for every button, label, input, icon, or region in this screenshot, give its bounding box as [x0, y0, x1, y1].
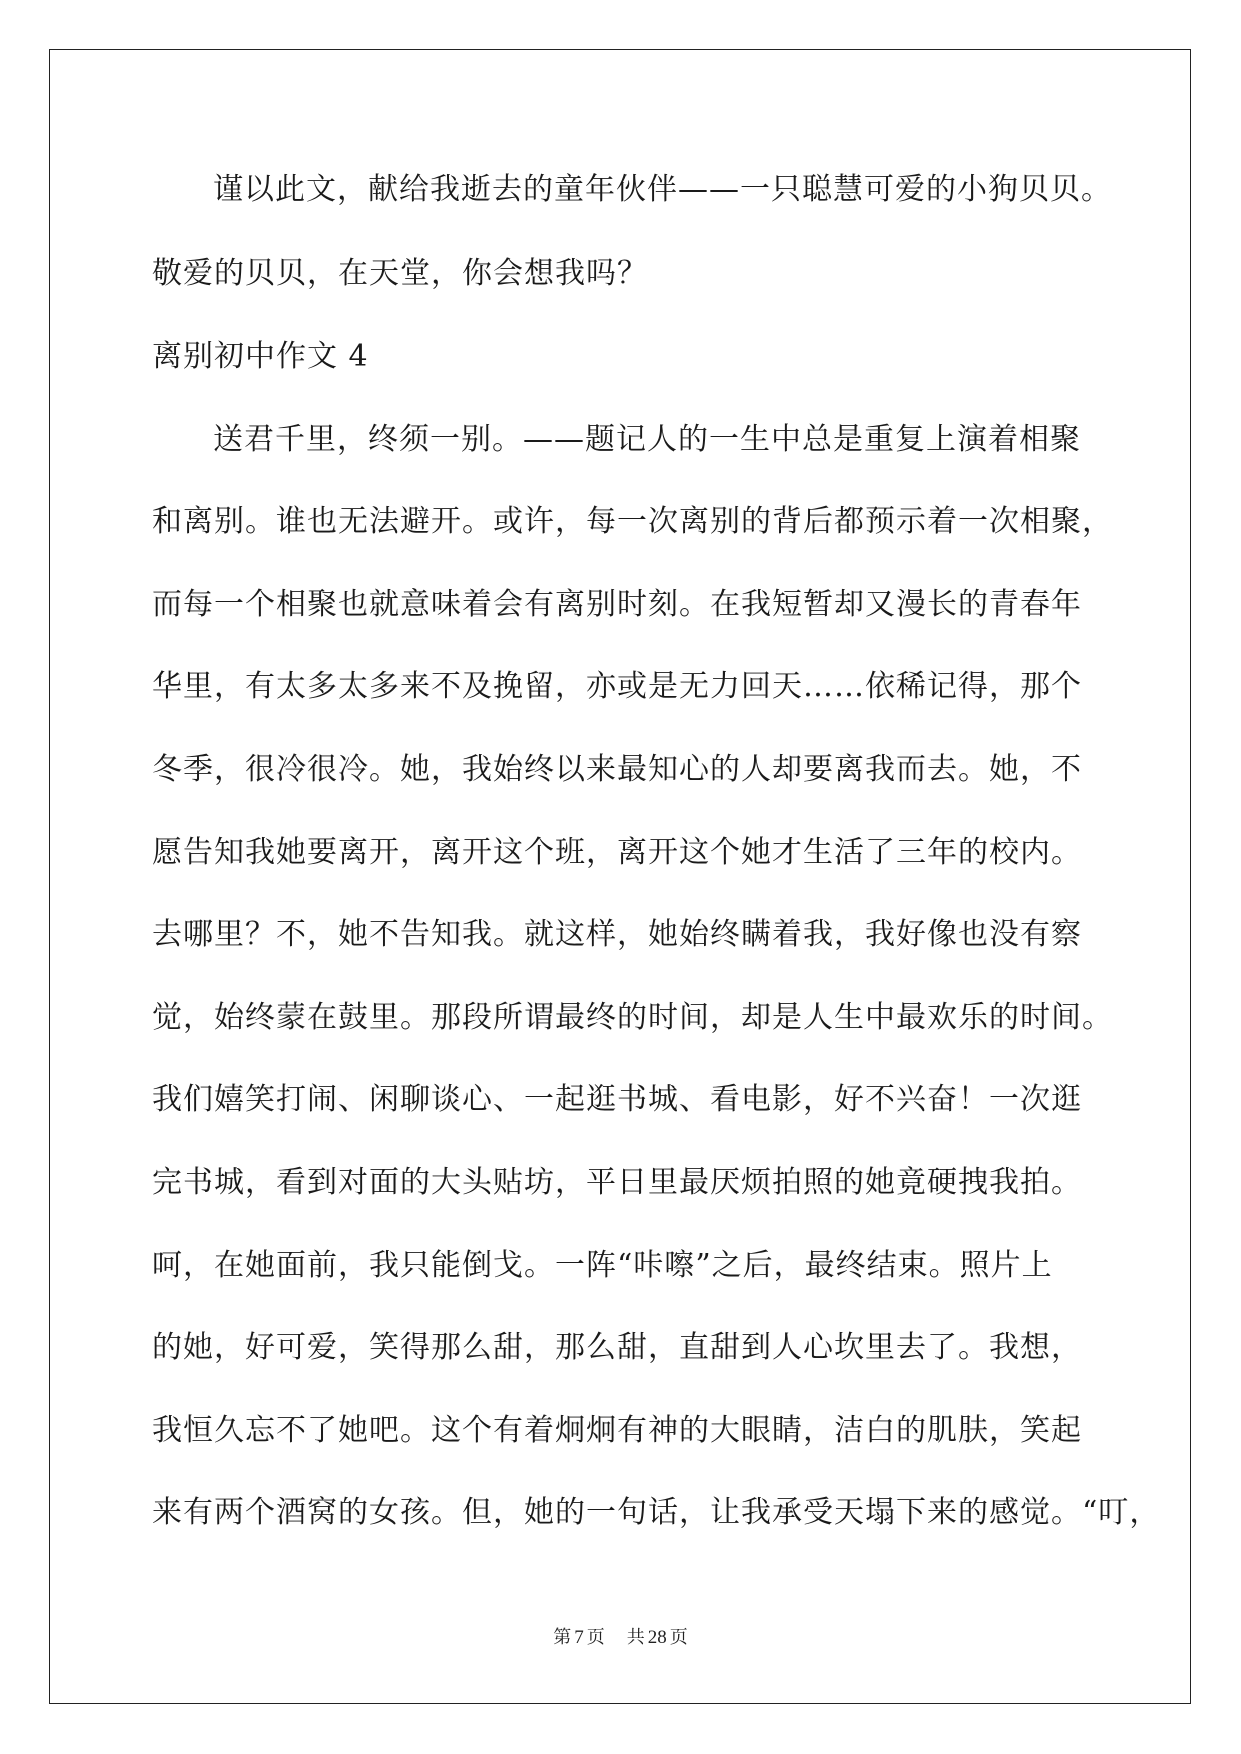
paragraph-line: 谨以此文，献给我逝去的童年伙伴——一只聪慧可爱的小狗贝贝。: [213, 172, 1112, 207]
paragraph-line: 呵，在她面前，我只能倒戈。一阵“咔嚓”之后，最终结束。照片上: [152, 1248, 1053, 1283]
page-total-count: 28: [647, 1627, 667, 1648]
page-total-suffix: 页: [669, 1627, 688, 1648]
paragraph-line: 的她，好可爱，笑得那么甜，那么甜，直甜到人心坎里去了。我想，: [152, 1330, 1082, 1365]
paragraph-line: 完书城，看到对面的大头贴坊，平日里最厌烦拍照的她竟硬拽我拍。: [152, 1165, 1082, 1200]
paragraph-line: 送君千里，终须一别。——题记人的一生中总是重复上演着相聚: [213, 422, 1081, 457]
paragraph-line: 而每一个相聚也就意味着会有离别时刻。在我短暂却又漫长的青春年: [152, 587, 1082, 622]
page-border: [49, 49, 1191, 1704]
page-number-prefix: 第: [553, 1627, 572, 1648]
section-heading: 离别初中作文 4: [152, 339, 369, 374]
paragraph-line: 去哪里？不，她不告知我。就这样，她始终瞒着我，我好像也没有察: [152, 917, 1082, 952]
page-number-suffix: 页: [586, 1627, 605, 1648]
paragraph-line: 愿告知我她要离开，离开这个班，离开这个她才生活了三年的校内。: [152, 835, 1082, 870]
page-total-prefix: 共: [626, 1627, 645, 1648]
paragraph-line: 我们嬉笑打闹、闲聊谈心、一起逛书城、看电影，好不兴奋！一次逛: [152, 1082, 1082, 1117]
paragraph-line: 我恒久忘不了她吧。这个有着炯炯有神的大眼睛，洁白的肌肤，笑起: [152, 1413, 1082, 1448]
paragraph-line: 觉，始终蒙在鼓里。那段所谓最终的时间，却是人生中最欢乐的时间。: [152, 1000, 1113, 1035]
page-number-current: 7: [574, 1627, 584, 1648]
paragraph-line: 来有两个酒窝的女孩。但，她的一句话，让我承受天塌下来的感觉。“叮，: [152, 1495, 1161, 1530]
paragraph-line: 华里，有太多太多来不及挽留，亦或是无力回天……依稀记得，那个: [152, 669, 1082, 704]
paragraph-line: 敬爱的贝贝，在天堂，你会想我吗？: [152, 256, 648, 291]
page-footer: [0, 1626, 1241, 1650]
paragraph-line: 冬季，很冷很冷。她，我始终以来最知心的人却要离我而去。她，不: [152, 752, 1082, 787]
paragraph-line: 和离别。谁也无法避开。或许，每一次离别的背后都预示着一次相聚，: [152, 504, 1113, 539]
